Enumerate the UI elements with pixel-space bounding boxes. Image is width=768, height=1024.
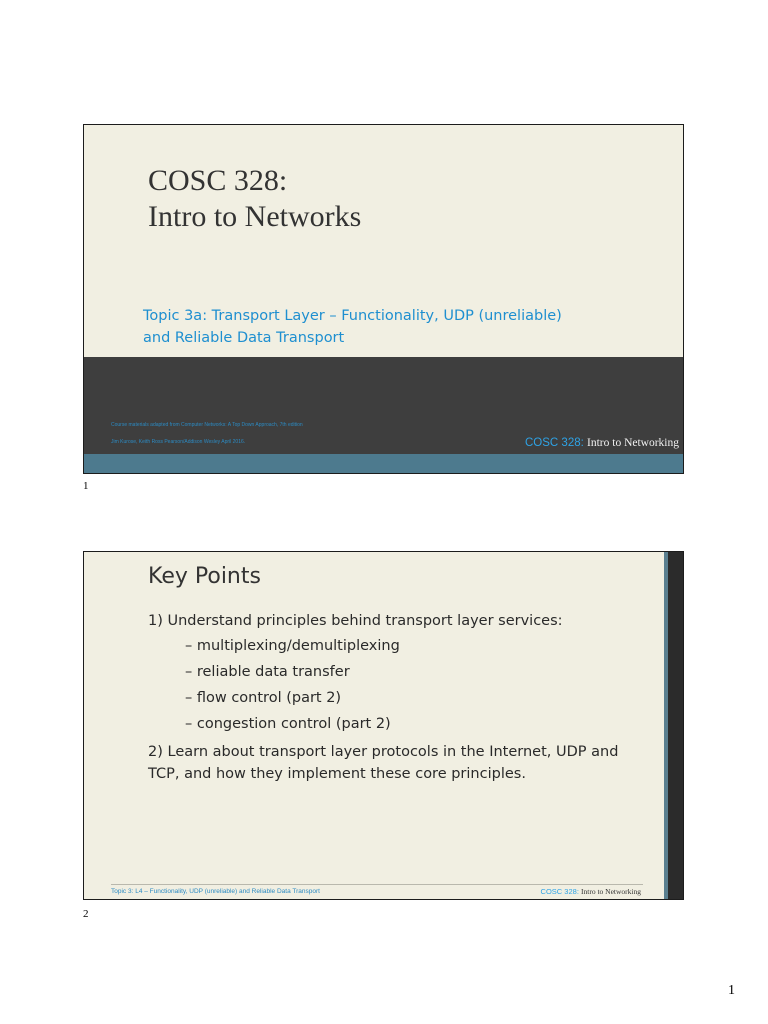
page-number: 1 (728, 983, 735, 998)
slide-1 (83, 124, 684, 474)
slide-1-teal-strip (84, 454, 683, 474)
slide-1-subtitle: Topic 3a: Transport Layer – Functionality, UDP (unreliable) and Reliable Data Transport (143, 308, 562, 346)
slide-2-footer-course: COSC 328: (540, 887, 579, 896)
slide-1-footer-title: Intro to Networking (587, 437, 679, 449)
slide-2-body (148, 610, 628, 785)
slide-2-footer-title: Intro to Networking (581, 887, 641, 896)
slide-1-footer-course: COSC 328: (525, 437, 584, 449)
slide-2-title: Key Points (148, 564, 261, 589)
slide-2-footer-rule (111, 884, 643, 885)
key-subpoint: – congestion control (part 2) (185, 716, 391, 732)
slide-2-side-bar-dark (668, 552, 683, 899)
slide-2-footer (541, 887, 641, 896)
slide-1-title-line-1: COSC 328: (148, 164, 288, 197)
slide-1-label: 1 (83, 480, 89, 492)
key-point-2: 2) Learn about transport layer protocols in the Internet, UDP and TCP, and how they implement these core principles. (148, 744, 619, 782)
slide-2-footer-topic: Topic 3: L4 – Functionality, UDP (unreliable) and Reliable Data Transport (111, 888, 320, 895)
key-point-1: 1) Understand principles behind transport layer services: (148, 613, 563, 629)
slide-1-title (148, 163, 361, 235)
key-subpoint: – multiplexing/demultiplexing (185, 638, 400, 654)
slide-1-title-line-2: Intro to Networks (148, 200, 362, 233)
slide-2 (83, 551, 684, 900)
slide-1-credit-line-1: Course materials adapted from Computer Networks: A Top Down Approach, 7th edition (111, 422, 303, 428)
key-subpoint: – reliable data transfer (185, 664, 350, 680)
key-subpoint: – flow control (part 2) (185, 690, 342, 706)
slide-2-label: 2 (83, 908, 89, 920)
slide-1-footer (525, 437, 679, 449)
slide-1-credit-line-2: Jim Kurose, Keith Ross Pearson/Addison Wesley April 2016. (111, 439, 246, 445)
